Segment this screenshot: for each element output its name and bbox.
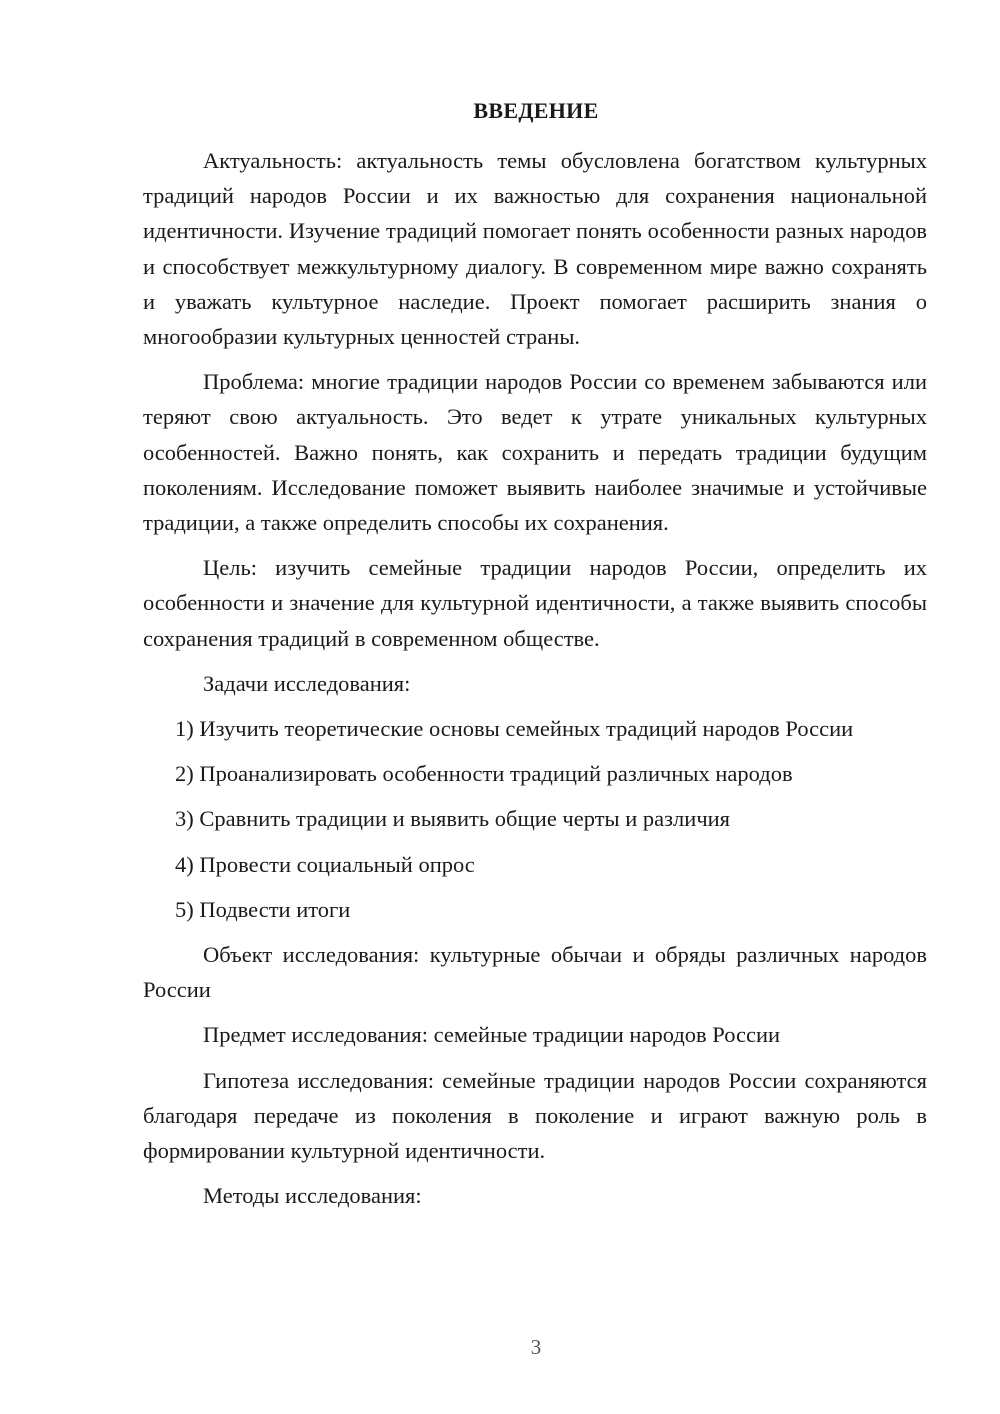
goal-paragraph: Цель: изучить семейные традиции народов России, определить их особенности и значение для культурной идентичности, а также выявить способы сохранения традиций в современном обществе. [143,555,927,651]
document-body [143,143,927,1223]
task-item: 5) Подвести итоги [175,896,351,922]
task-item: 2) Проанализировать особенности традиций различных народов [175,761,793,787]
task-item: 4) Провести социальный опрос [175,851,475,877]
problem-paragraph: Проблема: многие традиции народов России со временем забываются или теряют свою актуальность. Это ведет к утрате уникальных культурных особенностей. Важно понять, как сохранить и передать традиции будущим поколениям. Исследование поможет выявить наиболее значимые и устойчивые традиции, а также определить способы их сохранения. [143,369,927,536]
section-title: ВВЕДЕНИЕ [473,98,599,123]
subject-paragraph: Предмет исследования: семейные традиции народов России [203,1022,781,1048]
tasks-heading: Задачи исследования: [203,670,411,696]
tasks-list [143,711,927,927]
hypothesis-paragraph: Гипотеза исследования: семейные традиции народов России сохраняются благодаря передаче из поколения в поколение и играют важную роль в формировании культурной идентичности. [143,1067,927,1164]
task-item: 1) Изучить теоретические основы семейных традиций народов России [175,716,854,742]
page-number: 3 [530,1335,542,1359]
object-paragraph: Объект исследования: культурные обычаи и обряды различных народов России [143,942,927,1003]
methods-heading: Методы исследования: [203,1183,422,1209]
task-item: 3) Сравнить традиции и выявить общие черты и различия [175,806,731,832]
relevance-paragraph: Актуальность: актуальность темы обусловлена богатством культурных традиций народов России и их важностью для сохранения национальной идентичности. Изучение традиций помогает понять особенности разных народов и способствует межкультурному диалогу. В современном мире важно сохранять и уважать культурное наследие. Проект помогает расширить знания о многообразии культурных ценностей страны. [143,148,927,350]
